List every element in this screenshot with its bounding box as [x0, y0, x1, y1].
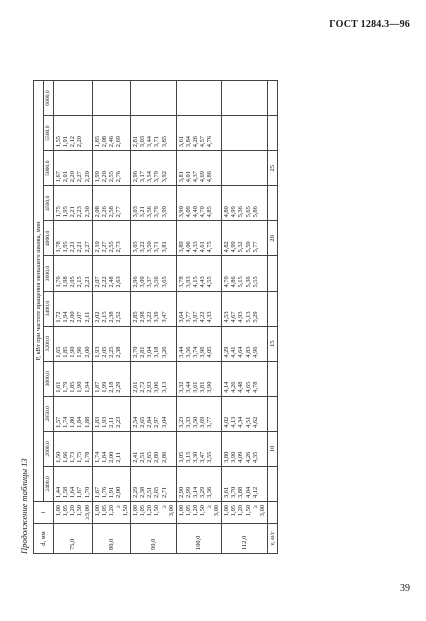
rpm-header-cell: 2600,0 [44, 431, 54, 466]
power-value-cell: 2,90 2,99 3,14 3,29 3,36 [176, 466, 222, 501]
table-row [222, 81, 268, 554]
table-row [131, 81, 177, 554]
power-value-cell: 1,67 1,76 1,91 2,00 [92, 466, 130, 501]
v-mark: 20 [267, 221, 277, 256]
power-value-cell: 1,57 1,74 1,80 1,84 1,88 [54, 396, 92, 431]
power-value-cell: 3,90 4,09 4,40 4,70 4,85 [176, 186, 222, 221]
rpm-header-cell: 3000,0 [44, 361, 54, 396]
power-value-cell: 3,89 4,06 4,33 4,61 4,75 [176, 221, 222, 256]
table-row [92, 81, 130, 554]
power-value-cell [222, 81, 268, 116]
ratio-cell: 1,00 1,05 1,20 1,50 ≥ 3,00 [176, 502, 222, 524]
rpm-header-cell: 3400,0 [44, 291, 54, 326]
power-value-cell: 2,96 3,09 3,37 3,56 3,65 [131, 256, 177, 291]
power-value-cell: 1,65 1,85 1,90 1,96 2,00 [54, 326, 92, 361]
power-value-cell: 2,85 2,98 3,22 3,39 3,47 [131, 291, 177, 326]
power-value-cell [176, 81, 222, 116]
power-value-cell: 2,02 2,15 2,38 2,52 [92, 291, 130, 326]
table-row [176, 81, 222, 554]
power-value-cell: 2,08 2,26 2,58 2,77 [92, 186, 130, 221]
ratio-cell: 1,00 1,05 1,20 ≥ 1,50 [92, 502, 130, 524]
power-value-cell: 2,96 3,17 3,54 3,79 3,92 [131, 151, 177, 186]
document-header: ГОСТ 1284.3—96 [329, 19, 410, 30]
power-value-cell: 1,87 1,99 2,18 2,29 [92, 361, 130, 396]
power-value-cell: 1,78 1,95 2,21 2,21 2,27 [54, 221, 92, 256]
power-value-cell: 2,61 2,72 2,93 3,06 3,13 [131, 361, 177, 396]
rpm-header-cell: 3200,0 [44, 326, 54, 361]
rpm-header-cell: 2850,0 [44, 396, 54, 431]
ratio-cell: 1,00 1,05 1,20 1,50 ≥ 3,00 [222, 502, 268, 524]
power-value-cell: 4,80 4,99 5,36 5,65 5,86 [222, 186, 268, 221]
power-value-cell: 1,76 1,98 2,05 2,15 2,21 [54, 256, 92, 291]
v-mark: 25 [267, 151, 277, 186]
table-row [54, 81, 92, 554]
power-value-cell: 1,74 1,84 2,00 2,11 [92, 431, 130, 466]
rpm-header-cell: 4500,0 [44, 186, 54, 221]
power-value-cell: 4,53 4,67 4,93 5,13 5,29 [222, 291, 268, 326]
v-mark: 10 [267, 431, 277, 466]
page-number: 39 [400, 583, 410, 594]
power-value-cell: 2,54 2,65 2,84 2,97 3,04 [131, 396, 177, 431]
power-value-cell: 2,10 2,27 2,55 2,73 [92, 221, 130, 256]
power-value-cell: 1,75 1,95 2,21 2,23 2,30 [54, 186, 92, 221]
power-value-cell: 1,50 1,66 1,73 1,75 1,78 [54, 431, 92, 466]
power-value-cell: 1,85 2,08 2,46 2,69 [92, 116, 130, 151]
power-value-cell: 1,93 2,05 2,25 2,38 [92, 326, 130, 361]
rpm-header-cell: 5000,0 [44, 151, 54, 186]
rpm-header-cell: 5500,0 [44, 116, 54, 151]
header-power: P, кВт при частоте вращения меньшего шкива, мин [34, 81, 44, 502]
table-body [54, 81, 268, 554]
power-value-cell: 3,32 3,44 3,61 3,81 3,90 [176, 361, 222, 396]
power-value-cell: 2,29 2,38 2,51 2,65 2,71 [131, 466, 177, 501]
power-value-cell: 1,55 1,91 2,12 2,20 [54, 116, 92, 151]
rpm-header-cell: 4000,0 [44, 221, 54, 256]
power-value-cell: 3,81 4,01 4,37 4,69 4,86 [176, 151, 222, 186]
power-value-cell: 1,72 1,94 2,00 2,07 2,11 [54, 291, 92, 326]
power-value-cell: 3,61 3,70 3,88 4,04 4,12 [222, 466, 268, 501]
diameter-cell: 100,0 [176, 524, 222, 554]
rpm-header-cell: 2400,0 [44, 466, 54, 501]
power-value-cell: 3,03 3,22 3,50 3,71 3,81 [131, 221, 177, 256]
rotated-table-area [19, 80, 351, 554]
power-value-cell: 3,23 3,33 3,50 3,69 3,77 [176, 396, 222, 431]
power-value-cell: 2,70 2,81 3,04 3,18 3,26 [131, 326, 177, 361]
power-value-cell: 4,29 4,41 4,64 4,83 4,96 [222, 326, 268, 361]
power-value-cell: 4,02 4,13 4,34 4,51 4,62 [222, 396, 268, 431]
power-value-cell: 1,44 1,58 1,64 1,67 1,70 [54, 466, 92, 501]
table-continuation-caption: Продолжение таблицы 13 [19, 458, 29, 554]
power-value-cell [222, 151, 268, 186]
power-value-cell: 3,05 3,15 3,30 3,47 3,55 [176, 431, 222, 466]
v-mark: 15 [267, 326, 277, 361]
power-value-cell: 1,61 1,79 1,85 1,90 1,94 [54, 361, 92, 396]
rpm-header-cell: 6000,0 [44, 81, 54, 116]
diameter-cell: 112,0 [222, 524, 268, 554]
power-value-cell: 4,14 4,26 4,48 4,65 4,78 [222, 361, 268, 396]
power-value-cell: 2,41 2,51 2,65 2,80 2,86 [131, 431, 177, 466]
power-value-cell: 1,83 1,93 2,11 2,23 [92, 396, 130, 431]
ratio-cell: 1,00 1,05 1,20 1,50 ≥ 3,00 [131, 502, 177, 524]
power-value-cell: 3,61 3,84 4,26 4,57 4,76 [176, 116, 222, 151]
ratio-cell: 1,00 1,05 1,20 1,50 ≥3,00 [54, 502, 92, 524]
power-table [33, 80, 278, 554]
diameter-cell: 75,0 [54, 524, 92, 554]
velocity-label: v, м/с [267, 524, 277, 554]
diameter-cell: 80,0 [92, 524, 130, 554]
power-value-cell [131, 81, 177, 116]
velocity-row [267, 81, 277, 554]
power-value-cell [92, 81, 130, 116]
power-value-cell: 3,44 3,56 3,74 3,96 4,05 [176, 326, 222, 361]
power-value-cell: 3,78 3,93 4,15 4,43 4,55 [176, 256, 222, 291]
rpm-header-row [44, 81, 54, 554]
header-d: d, мм [34, 524, 54, 554]
power-value-cell: 2,81 3,03 3,44 3,71 3,85 [131, 116, 177, 151]
header-i: i [34, 502, 54, 524]
power-value-cell: 3,80 3,90 4,09 4,26 4,35 [222, 431, 268, 466]
power-value-cell: 1,67 2,01 2,20 2,27 2,20 [54, 151, 92, 186]
power-value-cell [54, 81, 92, 116]
power-value-cell: 4,70 4,86 5,15 5,36 5,55 [222, 256, 268, 291]
power-value-cell: 3,64 3,77 3,97 4,22 4,33 [176, 291, 222, 326]
power-value-cell: 1,99 2,20 2,55 2,76 [92, 151, 130, 186]
diameter-cell: 90,0 [131, 524, 177, 554]
power-value-cell: 3,03 3,21 3,56 3,79 3,90 [131, 186, 177, 221]
power-value-cell: 4,82 4,99 5,32 5,59 5,77 [222, 221, 268, 256]
power-value-cell [222, 116, 268, 151]
power-value-cell: 2,07 2,22 2,48 2,63 [92, 256, 130, 291]
rpm-header-cell: 3600,0 [44, 256, 54, 291]
